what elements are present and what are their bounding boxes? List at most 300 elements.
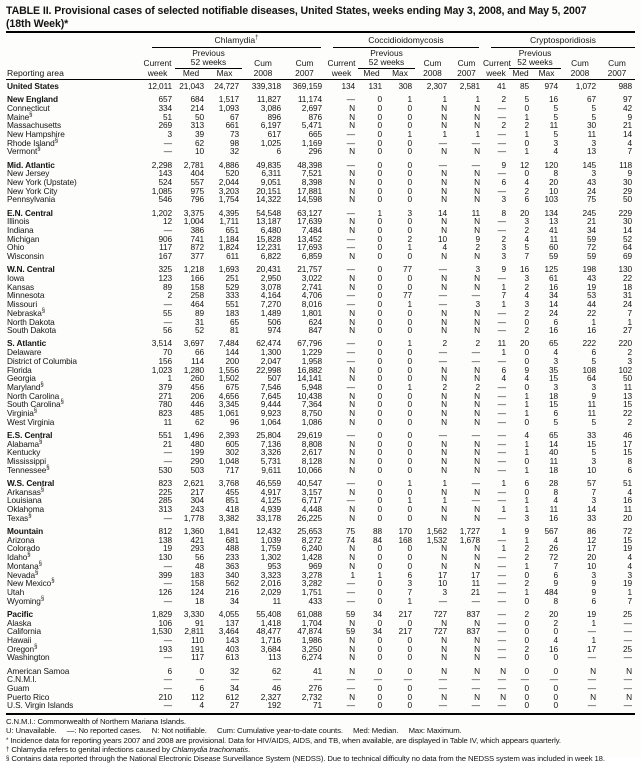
reporting-area-cell: West Virginia <box>7 416 55 427</box>
value-cell: — <box>471 495 480 506</box>
value-cell: 503 <box>190 464 204 475</box>
value-cell: 2 <box>524 225 529 236</box>
value-cell: 3 <box>591 168 596 179</box>
value-cell: 0 <box>377 512 382 523</box>
value-cell: 30 <box>622 177 632 188</box>
value-cell: 3 <box>501 194 506 205</box>
value-cell: 1,184 <box>218 233 239 244</box>
value-cell: 72 <box>586 242 596 253</box>
value-cell: N <box>441 438 447 449</box>
value-cell: — <box>497 273 506 284</box>
value-cell: N <box>441 456 447 467</box>
value-cell: 334 <box>158 102 172 113</box>
footnote-ref: § <box>38 561 42 568</box>
value-cell: 0 <box>407 456 412 467</box>
value-cell: 3 <box>475 264 480 275</box>
value-cell: 506 <box>267 316 281 327</box>
value-cell: 4 <box>627 137 632 148</box>
reporting-area-cell: U.S. Virgin Islands <box>7 700 74 711</box>
value-cell: — <box>346 242 355 253</box>
value-cell: 0 <box>377 168 382 179</box>
value-cell: 1,169 <box>301 137 322 148</box>
value-cell: 62 <box>271 665 281 676</box>
value-cell: N <box>441 399 447 410</box>
value-cell: N <box>441 273 447 284</box>
value-cell: 0 <box>377 486 382 497</box>
value-cell: 0 <box>407 111 412 122</box>
value-cell: 18 <box>548 390 558 401</box>
value-cell: 9 <box>524 526 529 537</box>
value-cell: 22 <box>586 307 596 318</box>
value-cell: — <box>346 355 355 366</box>
value-cell: N <box>441 634 447 645</box>
value-cell: 1 <box>627 586 632 597</box>
value-cell: 2,617 <box>301 447 322 458</box>
value-cell: 2,811 <box>184 626 204 637</box>
value-cell: 5 <box>591 355 596 366</box>
value-cell: 7,270 <box>260 299 281 310</box>
value-cell: 2,393 <box>218 430 239 441</box>
value-cell: — <box>163 560 172 571</box>
value-cell: 22,998 <box>256 364 281 375</box>
value-cell: — <box>497 683 506 693</box>
value-cell: 32 <box>229 146 239 157</box>
value-cell: 9 <box>591 586 596 597</box>
value-cell: 433 <box>308 595 322 606</box>
value-cell: 66 <box>194 347 204 358</box>
value-cell: 1,778 <box>183 512 204 523</box>
value-cell: 24 <box>586 185 596 196</box>
value-cell: 6 <box>591 595 596 606</box>
footnote-legend <box>6 726 635 735</box>
value-cell: 4,395 <box>218 207 239 218</box>
value-cell: N <box>349 364 355 375</box>
value-cell: 6 <box>407 569 412 580</box>
value-cell: 1 <box>407 495 412 506</box>
value-cell: N <box>441 617 447 628</box>
value-cell: 551 <box>225 299 239 310</box>
value-cell: — <box>346 595 355 606</box>
value-cell: 166 <box>190 273 204 284</box>
value-cell: 17,881 <box>297 185 322 196</box>
value-cell: 50 <box>622 373 632 384</box>
value-cell: 4 <box>501 373 506 384</box>
value-cell: 6 <box>553 408 558 419</box>
value-cell: 0 <box>407 390 412 401</box>
value-cell: 88 <box>372 526 382 537</box>
reporting-area-cell: Utah <box>7 586 25 597</box>
value-cell: 403 <box>225 643 239 654</box>
reporting-area-cell: Alaska <box>7 617 32 628</box>
value-cell: N <box>626 691 632 702</box>
value-cell: 5 <box>553 111 558 122</box>
week-label: week <box>147 67 168 78</box>
value-cell: N <box>474 185 480 196</box>
reporting-area-cell: Wyoming§ <box>7 595 45 606</box>
value-cell: 15 <box>622 399 632 410</box>
value-cell: 4 <box>553 534 558 545</box>
value-cell: 1,489 <box>260 307 281 318</box>
value-cell: 0 <box>407 216 412 227</box>
value-cell: 0 <box>377 595 382 606</box>
value-cell: 1 <box>524 560 529 571</box>
value-cell: 1,229 <box>301 347 322 358</box>
value-cell: 446 <box>190 399 204 410</box>
value-cell: 837 <box>466 608 480 619</box>
value-cell: — <box>497 586 506 597</box>
table-row <box>6 147 635 156</box>
value-cell: 727 <box>433 626 447 637</box>
value-cell: 9,051 <box>260 177 281 188</box>
value-cell: 2 <box>524 608 529 619</box>
cum-label: Cum <box>423 58 442 68</box>
value-cell: 3 <box>591 495 596 506</box>
value-cell: 3 <box>591 569 596 580</box>
value-cell: 0 <box>407 634 412 645</box>
value-cell: N <box>349 504 355 515</box>
value-cell: 6,480 <box>260 225 281 236</box>
value-cell: — <box>497 137 506 148</box>
value-cell: 675 <box>225 382 239 392</box>
value-cell: 16 <box>548 643 558 654</box>
value-cell: 0 <box>377 691 382 702</box>
value-cell: — <box>438 264 447 275</box>
value-cell: 62 <box>194 416 204 427</box>
value-cell: — <box>497 617 506 628</box>
value-cell: 5 <box>553 129 558 140</box>
value-cell: 896 <box>267 111 281 122</box>
value-cell: 191 <box>190 643 204 654</box>
value-cell: 5 <box>591 416 596 427</box>
value-cell: 56 <box>162 325 172 336</box>
value-cell: 1,064 <box>260 416 281 427</box>
value-cell: 3 <box>407 578 412 589</box>
value-cell: 3,375 <box>183 207 204 218</box>
value-cell: 1,086 <box>301 416 322 427</box>
value-cell: 5,731 <box>260 456 281 467</box>
value-cell: 0 <box>377 373 382 384</box>
value-cell: 325 <box>158 264 172 275</box>
table-title <box>6 5 635 30</box>
value-cell: N <box>349 486 355 497</box>
footnote-ref: § <box>41 308 45 315</box>
value-cell: 2 <box>524 578 529 589</box>
value-cell: 0 <box>524 652 529 663</box>
value-cell: 199 <box>190 447 204 458</box>
value-cell: — <box>438 700 447 711</box>
value-cell: 15 <box>548 399 558 410</box>
value-cell: N <box>349 111 355 122</box>
value-cell: 14 <box>548 299 558 310</box>
value-cell: 67,796 <box>297 338 322 349</box>
value-cell: 124 <box>190 586 204 597</box>
value-cell: 0 <box>377 242 382 253</box>
value-cell: 10,438 <box>297 390 322 401</box>
value-cell: 12,231 <box>256 242 281 253</box>
value-cell: 2,029 <box>260 586 281 597</box>
value-cell: 3 <box>591 137 596 148</box>
value-cell: — <box>497 569 506 580</box>
value-cell: 30 <box>622 216 632 227</box>
value-cell: — <box>438 430 447 441</box>
reporting-area-cell: Wisconsin <box>7 251 44 262</box>
value-cell: 220 <box>618 338 632 349</box>
value-cell: 4 <box>524 233 529 244</box>
value-cell: 1,711 <box>219 216 239 227</box>
value-cell: 3 <box>553 137 558 148</box>
value-cell: 11 <box>549 233 558 244</box>
value-cell: 0 <box>377 683 382 693</box>
value-cell: 10 <box>194 146 204 157</box>
value-cell: — <box>163 578 172 589</box>
value-cell: N <box>474 307 480 318</box>
value-cell: 0 <box>377 299 382 310</box>
value-cell: 2 <box>553 617 558 628</box>
value-cell: — <box>497 225 506 236</box>
value-cell: 1,678 <box>459 534 480 545</box>
value-cell: 404 <box>190 168 204 179</box>
value-cell: 43 <box>586 177 596 188</box>
value-cell: N <box>474 512 480 523</box>
value-cell: 1 <box>524 438 529 449</box>
value-cell: N <box>441 194 447 205</box>
value-cell: N <box>441 146 447 157</box>
value-cell: 11 <box>549 504 558 515</box>
reporting-area-cell: South Carolina§ <box>7 399 64 410</box>
value-cell: 20 <box>548 177 558 188</box>
value-cell: — <box>497 578 506 589</box>
group-name: Chlamydia <box>214 35 256 45</box>
value-cell: 485 <box>190 408 204 419</box>
value-cell: 1 <box>591 617 596 628</box>
value-cell: N <box>441 643 447 654</box>
value-cell: 56 <box>194 552 204 563</box>
value-cell: 233 <box>225 552 239 563</box>
value-cell: 7 <box>627 146 632 157</box>
value-cell: 7,484 <box>301 225 322 236</box>
value-cell: 1 <box>442 478 447 489</box>
value-cell: 229 <box>618 207 632 218</box>
value-cell: — <box>497 552 506 563</box>
value-cell: — <box>623 652 632 663</box>
value-cell: 193 <box>158 643 172 654</box>
value-cell: 13 <box>586 146 596 157</box>
value-cell: 7,136 <box>260 438 281 449</box>
value-cell: N <box>474 504 480 515</box>
value-cell: 4 <box>199 700 204 711</box>
value-cell: 59 <box>345 626 355 637</box>
value-cell: — <box>471 595 480 606</box>
value-cell: 379 <box>158 382 172 392</box>
value-cell: 2 <box>524 185 529 196</box>
reporting-area-cell: Montana§ <box>7 560 42 571</box>
footnote-text: . <box>247 745 250 754</box>
value-cell: 0 <box>407 416 412 427</box>
value-cell: 156 <box>158 355 172 366</box>
footnote-text: U: Unavailable. —: No reported cases. N: Not notifiable. Cum: Cumulative year-to-date counts. Med: Median. Max: Maximum. <box>6 726 462 736</box>
value-cell: 17 <box>470 569 480 580</box>
value-cell: — <box>163 674 172 685</box>
value-cell: — <box>587 683 596 693</box>
value-cell: N <box>349 408 355 419</box>
value-cell: — <box>346 683 355 693</box>
value-cell: 1,986 <box>301 634 322 645</box>
value-cell: 4,706 <box>301 290 322 301</box>
year-2007-label: 2007 <box>457 67 476 78</box>
value-cell: — <box>497 307 506 318</box>
value-cell: 3 <box>591 382 596 392</box>
value-cell: 11 <box>549 120 558 131</box>
value-cell: 29,619 <box>297 430 322 441</box>
value-cell: 20,431 <box>256 264 281 275</box>
footnote-ref: § <box>40 486 45 493</box>
value-cell: N <box>349 146 355 157</box>
value-cell: 20 <box>519 338 529 349</box>
value-cell: 0 <box>524 486 529 497</box>
value-cell: 0 <box>377 137 382 148</box>
value-cell: — <box>471 355 480 366</box>
value-cell: 418 <box>225 504 239 515</box>
value-cell: 9 <box>475 233 480 244</box>
value-cell: 12,011 <box>147 81 172 91</box>
value-cell: 1,693 <box>218 264 239 275</box>
value-cell: 717 <box>225 464 239 475</box>
value-cell: 14 <box>586 504 596 515</box>
value-cell: 0 <box>377 264 382 275</box>
value-cell: 3 <box>553 355 558 366</box>
value-cell: 24 <box>622 299 632 310</box>
value-cell: 1,502 <box>218 373 239 384</box>
value-cell: 7 <box>524 251 529 262</box>
value-cell: 251 <box>225 273 239 284</box>
reporting-area-cell: Rhode Island§ <box>7 137 58 148</box>
value-cell: 10 <box>437 578 447 589</box>
value-cell: 108 <box>582 364 596 375</box>
value-cell: 15 <box>548 373 558 384</box>
value-cell: — <box>163 595 172 606</box>
value-cell: — <box>471 700 480 711</box>
value-cell: 67 <box>229 111 239 122</box>
value-cell: N <box>441 560 447 571</box>
value-cell: N <box>441 364 447 375</box>
value-cell: 183 <box>190 569 204 580</box>
value-cell: 0 <box>407 408 412 419</box>
value-cell: — <box>497 495 506 506</box>
value-cell: 77 <box>402 264 412 275</box>
value-cell: 4,939 <box>260 504 281 515</box>
reporting-area-cell: W.N. Central <box>7 264 55 275</box>
value-cell: N <box>441 168 447 179</box>
value-cell: 3 <box>524 216 529 227</box>
value-cell: 17 <box>586 543 596 554</box>
value-cell: — <box>163 683 172 693</box>
value-cell: 85 <box>519 81 529 91</box>
value-cell: 0 <box>407 512 412 523</box>
value-cell: 0 <box>407 251 412 262</box>
value-cell: 953 <box>267 560 281 571</box>
value-cell: 12,432 <box>256 526 281 537</box>
previous-label: Previous <box>518 47 552 58</box>
value-cell: 0 <box>407 364 412 375</box>
value-cell: 4 <box>524 177 529 188</box>
value-cell: 89 <box>194 307 204 318</box>
value-cell: N <box>474 399 480 410</box>
value-cell: 16 <box>586 325 596 336</box>
value-cell: 222 <box>582 338 596 349</box>
value-cell: 11,827 <box>256 94 281 105</box>
value-cell: 0 <box>553 683 558 693</box>
value-cell: 0 <box>377 643 382 654</box>
value-cell: N <box>474 251 480 262</box>
reporting-area-cell: California <box>7 626 42 637</box>
value-cell: 13 <box>622 390 632 401</box>
value-cell: 20 <box>519 207 529 218</box>
footnote-ref: § <box>40 382 44 389</box>
value-cell: 61,088 <box>297 608 322 619</box>
value-cell: 143 <box>225 634 239 645</box>
value-cell: 200 <box>225 355 239 366</box>
value-cell: 0 <box>407 177 412 188</box>
table-row <box>6 195 635 204</box>
value-cell: N <box>441 373 447 384</box>
value-cell: 530 <box>158 464 172 475</box>
value-cell: 0 <box>377 504 382 515</box>
value-cell: 11,174 <box>297 94 322 105</box>
value-cell: 13,452 <box>297 233 322 244</box>
value-cell: 4 <box>553 634 558 645</box>
value-cell: 0 <box>377 316 382 327</box>
value-cell: 134 <box>341 81 355 91</box>
value-cell: 30 <box>586 120 596 131</box>
value-cell: N <box>474 225 480 236</box>
value-cell: 3,282 <box>301 578 322 589</box>
value-cell: 8,272 <box>301 534 322 545</box>
value-cell: — <box>373 674 382 685</box>
week-label: week <box>331 67 352 78</box>
value-cell: N <box>349 273 355 284</box>
value-cell: 0 <box>377 617 382 628</box>
value-cell: 3,250 <box>301 643 322 654</box>
value-cell: 3 <box>524 299 529 310</box>
value-cell: 131 <box>368 81 382 91</box>
value-cell: 0 <box>377 251 382 262</box>
value-cell: 0 <box>407 355 412 366</box>
value-cell: 3,022 <box>301 273 322 284</box>
value-cell: 11 <box>623 382 632 392</box>
value-cell: 0 <box>524 168 529 179</box>
value-cell: 2,016 <box>260 578 281 589</box>
reporting-area-cell: Maryland§ <box>7 382 44 392</box>
value-cell: 2 <box>442 382 447 392</box>
value-cell: 12 <box>519 159 529 170</box>
footnote-ref: § <box>40 595 45 602</box>
value-cell: 4 <box>627 486 632 497</box>
footnote-italic-text: Chlamydia trachomatis <box>171 745 248 754</box>
value-cell: N <box>349 251 355 262</box>
value-cell: 0 <box>407 225 412 236</box>
value-cell: 65 <box>548 338 558 349</box>
value-cell: 0 <box>377 364 382 375</box>
value-cell: 377 <box>190 251 204 262</box>
value-cell: 2,581 <box>459 81 480 91</box>
value-cell: 0 <box>377 159 382 170</box>
group-name: Coccidioidomycosis <box>368 35 444 45</box>
reporting-area-label: Reporting area <box>7 67 64 78</box>
value-cell: 3,326 <box>260 447 281 458</box>
table-row <box>6 466 635 475</box>
value-cell: 1,829 <box>151 608 172 619</box>
value-cell: 0 <box>407 665 412 676</box>
